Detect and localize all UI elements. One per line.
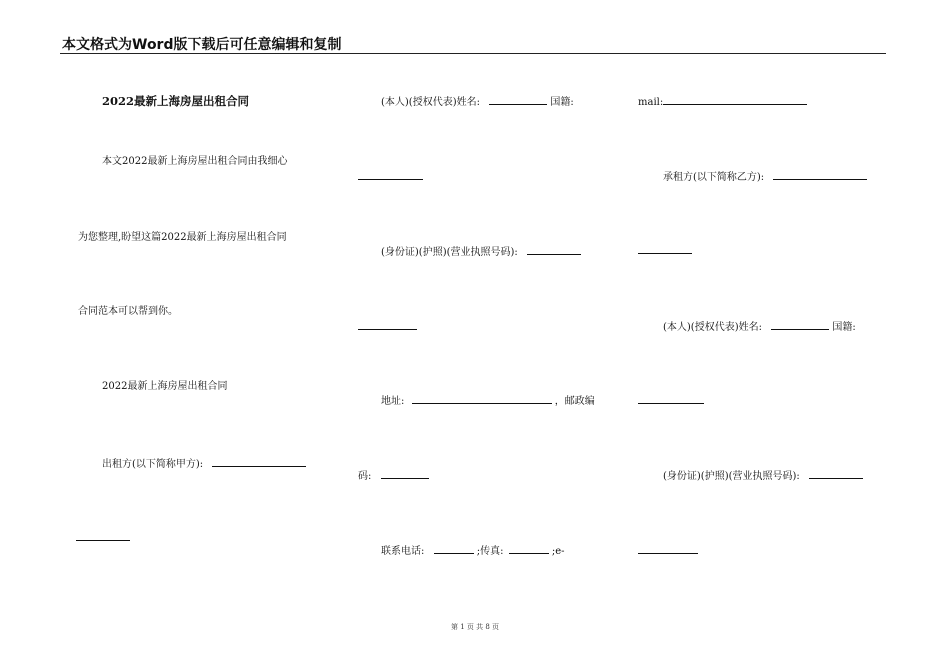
header-title: 本文格式为Word版下载后可任意编辑和复制 bbox=[62, 37, 342, 53]
lessor-label: 出租方(以下简称甲方): bbox=[102, 459, 204, 470]
lessee-id-blank bbox=[809, 468, 863, 479]
lessor-fax-blank bbox=[509, 543, 549, 554]
lessor-phone-blank bbox=[434, 543, 474, 554]
lessor-mail-row bbox=[638, 94, 807, 109]
lessor-mail-blank bbox=[663, 94, 807, 105]
lessor-nationality-blank bbox=[358, 179, 423, 180]
lessor-continuation-blank bbox=[76, 540, 130, 541]
lessor-row bbox=[102, 456, 306, 471]
lessee-row bbox=[663, 169, 867, 184]
intro-line-3: 合同范本可以帮到你。 bbox=[78, 306, 178, 317]
lessor-postal-blank bbox=[381, 468, 429, 479]
page-number: 第 1 页 共 8 页 bbox=[450, 623, 500, 631]
lessor-name-row bbox=[381, 94, 574, 109]
lessor-mail-label: mail: bbox=[638, 97, 664, 108]
lessor-blank bbox=[212, 456, 306, 467]
lessee-name-blank bbox=[771, 319, 829, 330]
lessor-name-blank bbox=[489, 94, 547, 105]
lessor-id-row bbox=[381, 244, 581, 259]
lessor-email-label: ;e- bbox=[551, 546, 565, 557]
lessor-id-blank bbox=[527, 244, 581, 255]
lessor-postal-label: ，邮政编 bbox=[554, 396, 595, 407]
lessee-continuation-blank bbox=[638, 253, 692, 254]
lessor-id-label: (身份证)(护照)(营业执照号码): bbox=[381, 247, 518, 258]
lessee-name-label: (本人)(授权代表)姓名: bbox=[663, 322, 762, 333]
lessor-name-label: (本人)(授权代表)姓名: bbox=[381, 97, 480, 108]
lessor-postal-row bbox=[358, 468, 429, 483]
lessor-postal-label-cont: 码: bbox=[358, 471, 372, 482]
header-divider bbox=[60, 53, 886, 54]
lessor-address-row bbox=[381, 393, 595, 408]
lessor-address-blank bbox=[412, 393, 552, 404]
lessor-phone-label: 联系电话: bbox=[381, 546, 425, 557]
intro-line-2: 为您整理,盼望这篇2022最新上海房屋出租合同 bbox=[78, 232, 287, 243]
lessee-nationality-label: 国籍: bbox=[832, 322, 856, 333]
lessee-nationality-blank bbox=[638, 403, 704, 404]
lessee-blank bbox=[773, 169, 867, 180]
lessor-contact-row bbox=[381, 543, 565, 558]
lessor-nationality-label: 国籍: bbox=[550, 97, 574, 108]
lessor-id-continuation-blank bbox=[358, 329, 417, 330]
lessee-id-label: (身份证)(护照)(营业执照号码): bbox=[663, 471, 800, 482]
section-title: 2022最新上海房屋出租合同 bbox=[102, 381, 228, 392]
document-title: 2022最新上海房屋出租合同 bbox=[102, 94, 250, 108]
lessee-id-row bbox=[663, 468, 863, 483]
lessee-id-continuation-blank bbox=[638, 553, 698, 554]
intro-line-1: 本文2022最新上海房屋出租合同由我细心 bbox=[102, 156, 288, 167]
lessee-label: 承租方(以下简称乙方): bbox=[663, 172, 765, 183]
lessor-address-label: 地址: bbox=[381, 396, 405, 407]
lessor-fax-label: ;传真: bbox=[476, 546, 504, 557]
lessee-name-row bbox=[663, 319, 856, 334]
